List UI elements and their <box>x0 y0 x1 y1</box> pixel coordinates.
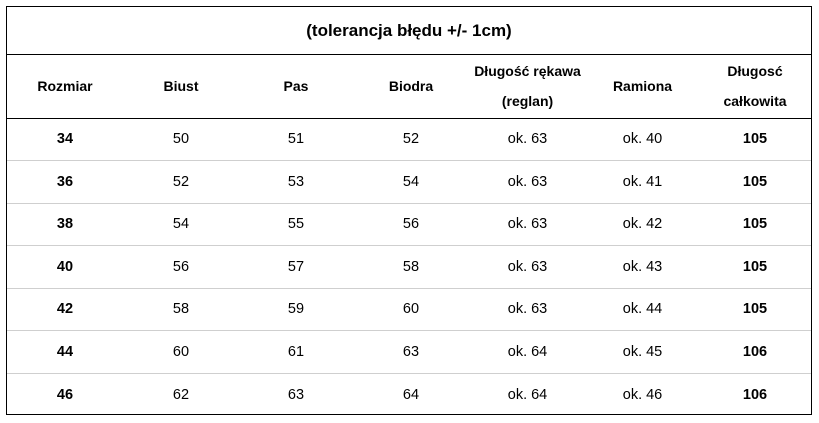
header-waist: Pas <box>239 55 353 118</box>
header-length <box>699 55 811 118</box>
cell-sleeve: ok. 64 <box>469 373 586 416</box>
cell-shoulders: ok. 43 <box>586 246 699 289</box>
cell-waist: 53 <box>239 161 353 204</box>
cell-hips: 56 <box>353 203 469 246</box>
cell-shoulders: ok. 42 <box>586 203 699 246</box>
header-length-line1: Długosć <box>727 63 783 80</box>
header-size: Rozmiar <box>7 55 123 118</box>
header-sleeve <box>469 55 586 118</box>
table-row <box>7 373 811 416</box>
cell-waist: 63 <box>239 373 353 416</box>
cell-bust: 50 <box>172 131 190 148</box>
cell-bust: 60 <box>123 331 239 374</box>
cell-shoulders: ok. 44 <box>586 288 699 331</box>
cell-bust: 62 <box>123 373 239 416</box>
table-row <box>7 331 811 374</box>
cell-size: 40 <box>7 246 123 289</box>
cell-length: 106 <box>699 373 811 416</box>
cell-sleeve: ok. 63 <box>469 246 586 289</box>
cell-shoulders: ok. 46 <box>586 373 699 416</box>
table-row <box>7 203 811 246</box>
cell-waist: 57 <box>239 246 353 289</box>
cell-size: 44 <box>7 331 123 374</box>
cell-length: 105 <box>742 131 768 148</box>
header-row <box>7 55 811 118</box>
size-table <box>7 55 811 416</box>
cell-length: 105 <box>699 246 811 289</box>
cell-waist: 51 <box>287 131 305 148</box>
header-shoulders: Ramiona <box>586 55 699 118</box>
cell-sleeve: ok. 63 <box>507 131 548 148</box>
cell-sleeve: ok. 64 <box>469 331 586 374</box>
cell-size: 46 <box>7 373 123 416</box>
size-chart <box>6 6 812 415</box>
cell-hips: 64 <box>353 373 469 416</box>
table-caption: (tolerancja błędu +/- 1cm) <box>7 7 811 55</box>
cell-length: 105 <box>699 288 811 331</box>
cell-size: 36 <box>7 161 123 204</box>
table-row <box>7 161 811 204</box>
cell-bust: 58 <box>123 288 239 331</box>
cell-bust: 54 <box>123 203 239 246</box>
cell-length: 105 <box>699 203 811 246</box>
cell-size: 38 <box>7 203 123 246</box>
cell-sleeve: ok. 63 <box>469 161 586 204</box>
cell-waist: 55 <box>239 203 353 246</box>
header-sleeve-line2: (reglan) <box>501 93 554 110</box>
table-row <box>7 288 811 331</box>
cell-size: 34 <box>56 131 74 148</box>
header-hips: Biodra <box>353 55 469 118</box>
cell-bust: 56 <box>123 246 239 289</box>
cell-shoulders: ok. 45 <box>586 331 699 374</box>
cell-length: 105 <box>699 161 811 204</box>
cell-hips: 58 <box>353 246 469 289</box>
cell-shoulders: ok. 40 <box>622 131 663 148</box>
cell-length: 106 <box>699 331 811 374</box>
cell-hips: 60 <box>353 288 469 331</box>
table-row <box>7 246 811 289</box>
cell-hips: 54 <box>353 161 469 204</box>
cell-sleeve: ok. 63 <box>469 288 586 331</box>
cell-waist: 61 <box>239 331 353 374</box>
cell-hips: 63 <box>353 331 469 374</box>
cell-shoulders: ok. 41 <box>586 161 699 204</box>
cell-hips: 52 <box>402 131 420 148</box>
cell-bust: 52 <box>123 161 239 204</box>
table-row <box>7 118 811 161</box>
header-length-line2: całkowita <box>723 93 787 110</box>
header-bust: Biust <box>123 55 239 118</box>
cell-size: 42 <box>7 288 123 331</box>
header-sleeve-line1: Długość rękawa <box>474 63 581 80</box>
cell-waist: 59 <box>239 288 353 331</box>
cell-sleeve: ok. 63 <box>469 203 586 246</box>
